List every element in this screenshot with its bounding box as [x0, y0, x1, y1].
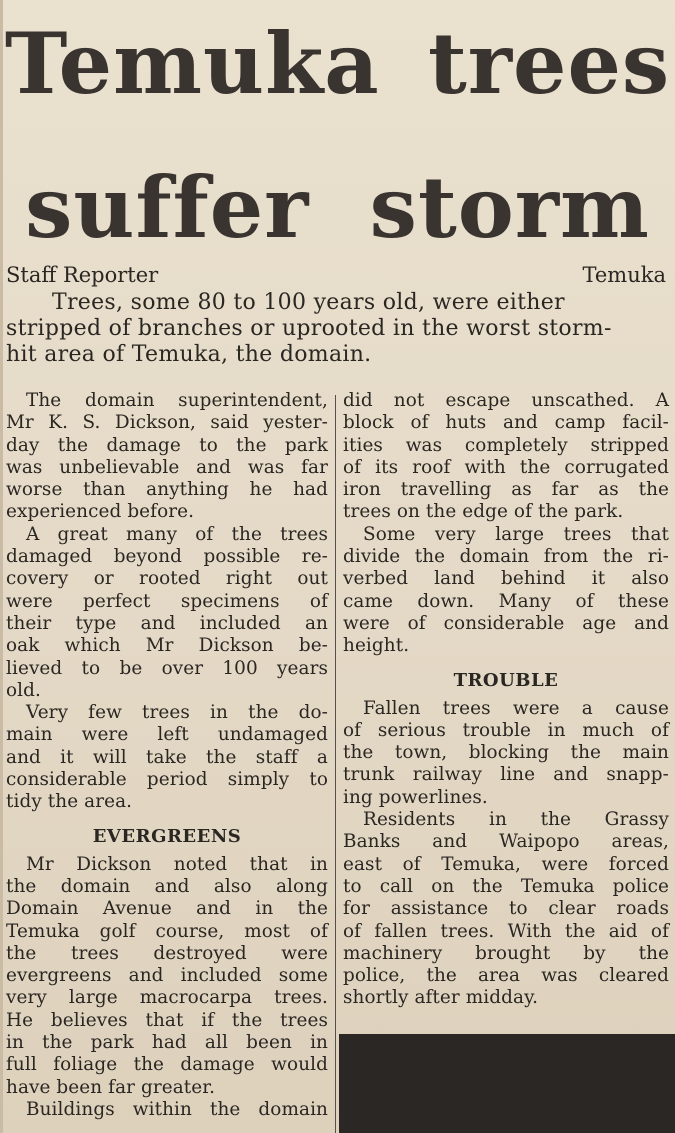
text-line: divide the domain from the ri- [343, 546, 669, 568]
text-line: were perfect specimens of [6, 590, 328, 612]
text-line: full foliage the damage would [6, 1054, 328, 1076]
text-line: Mr K. S. Dickson, said yester- [6, 412, 328, 434]
text-line: evergreens and included some [6, 965, 328, 987]
headline-line-1: Temuka trees [4, 14, 671, 113]
text-line: have been far greater. [6, 1076, 216, 1098]
lead-paragraph [6, 290, 666, 368]
text-line: of serious trouble in much of [343, 719, 669, 741]
text-line: came down. Many of these [343, 590, 669, 612]
text-line: did not escape unscathed. A [343, 390, 669, 411]
text-line: and it will take the staff a [6, 746, 328, 768]
text-line: Temuka golf course, most of [6, 920, 328, 942]
text-line: Residents in the Grassy [363, 809, 669, 831]
text-line: trunk railway line and snapp- [343, 764, 669, 786]
text-line: very large macrocarpa trees. [6, 987, 328, 1009]
paragraph [6, 390, 328, 524]
paragraph [343, 390, 669, 524]
text-line: He believes that if the trees [6, 1009, 328, 1031]
text-line: in the park had all been in [6, 1032, 328, 1054]
paragraph [6, 524, 328, 702]
text-line: tidy the area. [6, 791, 133, 813]
column-1 [6, 390, 328, 1121]
text-line: Very few trees in the do- [26, 702, 328, 724]
text-line: to call on the Temuka police [343, 875, 669, 897]
column-divider [335, 395, 336, 1133]
column-2 [343, 390, 669, 1010]
text-line: A great many of the trees [26, 523, 328, 545]
text-line: lieved to be over 100 years [6, 657, 328, 679]
text-line: oak which Mr Dickson be- [6, 635, 328, 657]
text-line: old. [6, 679, 41, 701]
text-line: Fallen trees were a cause [363, 697, 669, 719]
text-line: of its roof with the corrugated [343, 456, 669, 478]
scan-background-block [339, 1034, 675, 1133]
text-line: ities was completely stripped [343, 434, 669, 456]
text-line: considerable period simply to [6, 769, 328, 791]
text-line: experienced before. [6, 501, 195, 523]
text-line: the trees destroyed were [6, 942, 328, 964]
text-line: damaged beyond possible re- [6, 546, 328, 568]
text-line: police, the area was cleared [343, 965, 669, 987]
text-line: trees on the edge of the park. [343, 501, 624, 523]
paragraph [343, 809, 669, 1010]
text-line: worse than anything he had [6, 479, 328, 501]
text-line: block of huts and camp facil- [343, 412, 669, 434]
text-line: was unbelievable and was far [6, 456, 328, 478]
text-line: the domain and also along [6, 875, 328, 897]
text-line: the town, blocking the main [343, 742, 669, 764]
byline-dateline: Temuka [582, 263, 666, 287]
text-line: Buildings within the domain [26, 1098, 328, 1120]
text-line: iron travelling as far as the [343, 479, 669, 501]
lead-line: hit area of Temuka, the domain. [6, 342, 372, 367]
text-line: height. [343, 635, 410, 657]
text-line: machinery brought by the [343, 942, 669, 964]
text-line: shortly after midday. [343, 987, 539, 1009]
text-line: verbed land behind it also [343, 568, 669, 590]
text-line: day the damage to the park [6, 434, 328, 456]
text-line: Some very large trees that [363, 523, 669, 545]
text-line: The domain superintendent, [26, 390, 328, 411]
text-line: for assistance to clear roads [343, 898, 669, 920]
byline-reporter: Staff Reporter [6, 263, 159, 287]
lead-line: Trees, some 80 to 100 years old, were either [52, 290, 565, 315]
headline-line-2: suffer storm [25, 158, 650, 257]
text-line: ing powerlines. [343, 786, 488, 808]
text-line: Domain Avenue and in the [6, 898, 328, 920]
paragraph [6, 702, 328, 813]
paragraph [6, 854, 328, 1099]
paragraph [6, 1099, 328, 1121]
text-line: east of Temuka, were forced [343, 853, 669, 875]
subhead-trouble: TROUBLE [453, 669, 559, 691]
text-line: Mr Dickson noted that in [26, 853, 328, 875]
text-line: Banks and Waipopo areas, [343, 831, 669, 853]
text-line: were of considerable age and [343, 612, 669, 634]
text-line: covery or rooted right out [6, 568, 328, 590]
text-line: of fallen trees. With the aid of [343, 920, 669, 942]
paragraph [343, 524, 669, 658]
lead-line: stripped of branches or uprooted in the worst storm- [6, 316, 612, 341]
text-line: their type and included an [6, 612, 328, 634]
paragraph [343, 698, 669, 809]
text-line: main were left undamaged [6, 724, 328, 746]
subhead-evergreens: EVERGREENS [92, 825, 242, 847]
